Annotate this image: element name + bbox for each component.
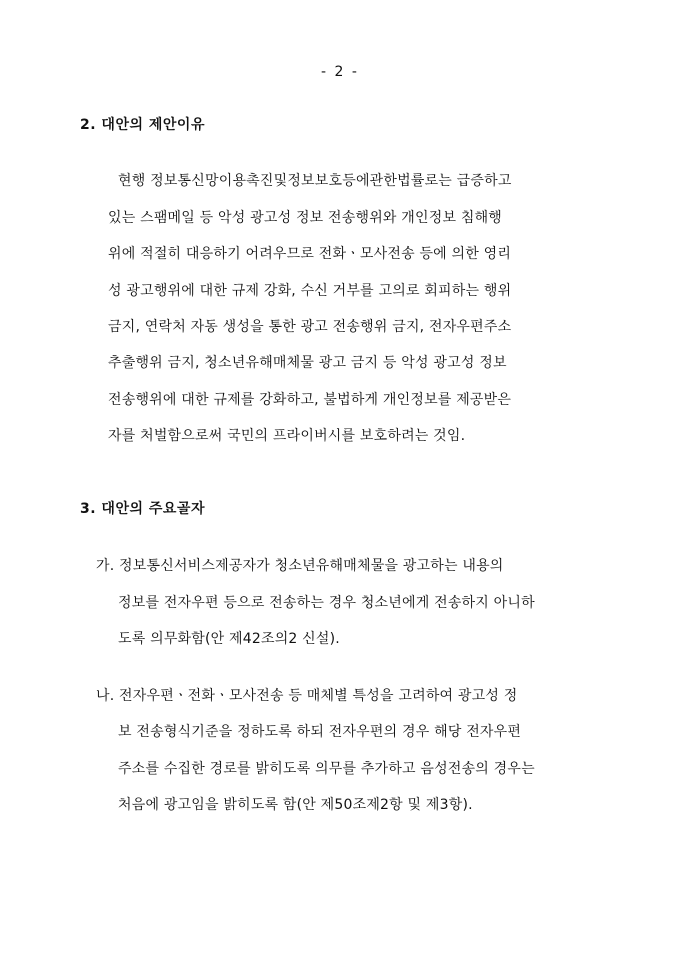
paragraph-line: 위에 적절히 대응하기 어려우므로 전화ㆍ모사전송 등에 의한 영리 [108,246,512,262]
item-line: 도록 의무화함(안 제42조의2 신설). [118,631,340,647]
section-heading-proposal-reason: 2. 대안의 제안이유 [80,117,205,133]
page-number: - 2 - [321,64,359,80]
item-line: 나. 전자우편ㆍ전화ㆍ모사전송 등 매체별 특성을 고려하여 광고성 정 [96,688,518,704]
paragraph-line: 추출행위 금지, 청소년유해매체물 광고 금지 등 악성 광고성 정보 [108,355,507,371]
paragraph-line: 자를 처벌함으로써 국민의 프라이버시를 보호하려는 것임. [108,428,466,444]
paragraph-line: 있는 스팸메일 등 악성 광고성 정보 전송행위와 개인정보 침해행 [108,210,503,226]
paragraph-line: 성 광고행위에 대한 규제 강화, 수신 거부를 고의로 회피하는 행위 [108,283,512,299]
item-line: 처음에 광고임을 밝히도록 함(안 제50조제2항 및 제3항). [118,797,473,813]
item-line: 정보를 전자우편 등으로 전송하는 경우 청소년에게 전송하지 아니하 [118,595,535,611]
section-heading-main-points: 3. 대안의 주요골자 [80,501,205,517]
item-line: 가. 정보통신서비스제공자가 청소년유해매체물을 광고하는 내용의 [96,558,504,574]
item-line: 보 전송형식기준을 정하도록 하되 전자우편의 경우 해당 전자우편 [118,724,522,740]
paragraph-line: 금지, 연락처 자동 생성을 통한 광고 전송행위 금지, 전자우편주소 [108,319,512,335]
item-line: 주소를 수집한 경로를 밝히도록 의무를 추가하고 음성전송의 경우는 [118,761,535,777]
paragraph-line: 전송행위에 대한 규제를 강화하고, 불법하게 개인정보를 제공받은 [108,392,512,408]
paragraph-line: 현행 정보통신망이용촉진및정보보호등에관한법률로는 급증하고 [118,173,512,189]
